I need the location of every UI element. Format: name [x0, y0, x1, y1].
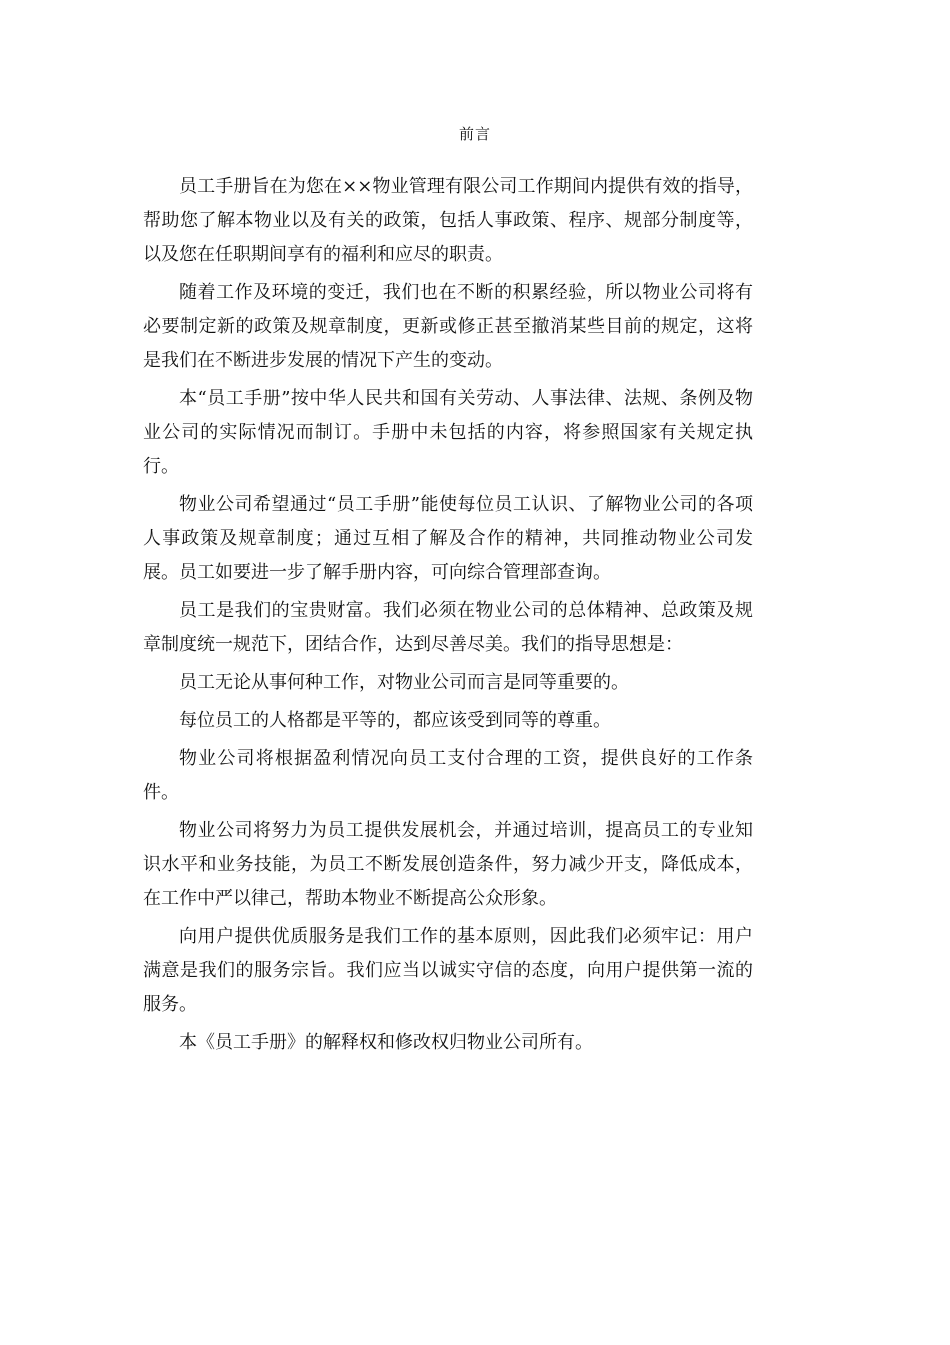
paragraph-8: 物业公司将根据盈利情况向员工支付合理的工资，提供良好的工作条件。 — [143, 748, 753, 803]
paragraph-1: 员工手册旨在为您在××物业管理有限公司工作期间内提供有效的指导，帮助您了解本物业以及有关的政策，包括人事政策、程序、规部分制度等，以及您在任职期间享有的福利和应尽的职责。 — [143, 176, 753, 265]
page-title: 前言 — [458, 125, 491, 143]
paragraph-3: 本“员工手册”按中华人民共和国有关劳动、人事法律、法规、条例及物业公司的实际情况而制订。手册中未包括的内容，将参照国家有关规定执行。 — [143, 388, 753, 477]
paragraph-2: 随着工作及环境的变迁，我们也在不断的积累经验，所以物业公司将有必要制定新的政策及规章制度，更新或修正甚至撤消某些目前的规定，这将是我们在不断进步发展的情况下产生的变动。 — [143, 282, 753, 371]
document-body — [143, 170, 753, 1064]
paragraph-11: 本《员工手册》的解释权和修改权归物业公司所有。 — [179, 1032, 593, 1053]
paragraph-10: 向用户提供优质服务是我们工作的基本原则，因此我们必须牢记：用户满意是我们的服务宗旨。我们应当以诚实守信的态度，向用户提供第一流的服务。 — [143, 926, 753, 1015]
paragraph-5: 员工是我们的宝贵财富。我们必须在物业公司的总体精神、总政策及规章制度统一规范下，团结合作，达到尽善尽美。我们的指导思想是： — [143, 600, 753, 655]
paragraph-6: 员工无论从事何种工作，对物业公司而言是同等重要的。 — [179, 672, 629, 693]
paragraph-9: 物业公司将努力为员工提供发展机会，并通过培训，提高员工的专业知识水平和业务技能，为员工不断发展创造条件，努力减少开支，降低成本，在工作中严以律己，帮助本物业不断提高公众形象。 — [143, 820, 753, 909]
paragraph-4: 物业公司希望通过“员工手册”能使每位员工认识、了解物业公司的各项人事政策及规章制度；通过互相了解及合作的精神，共同推动物业公司发展。员工如要进一步了解手册内容，可向综合管理部查询。 — [143, 494, 753, 583]
paragraph-7: 每位员工的人格都是平等的，都应该受到同等的尊重。 — [179, 710, 611, 731]
